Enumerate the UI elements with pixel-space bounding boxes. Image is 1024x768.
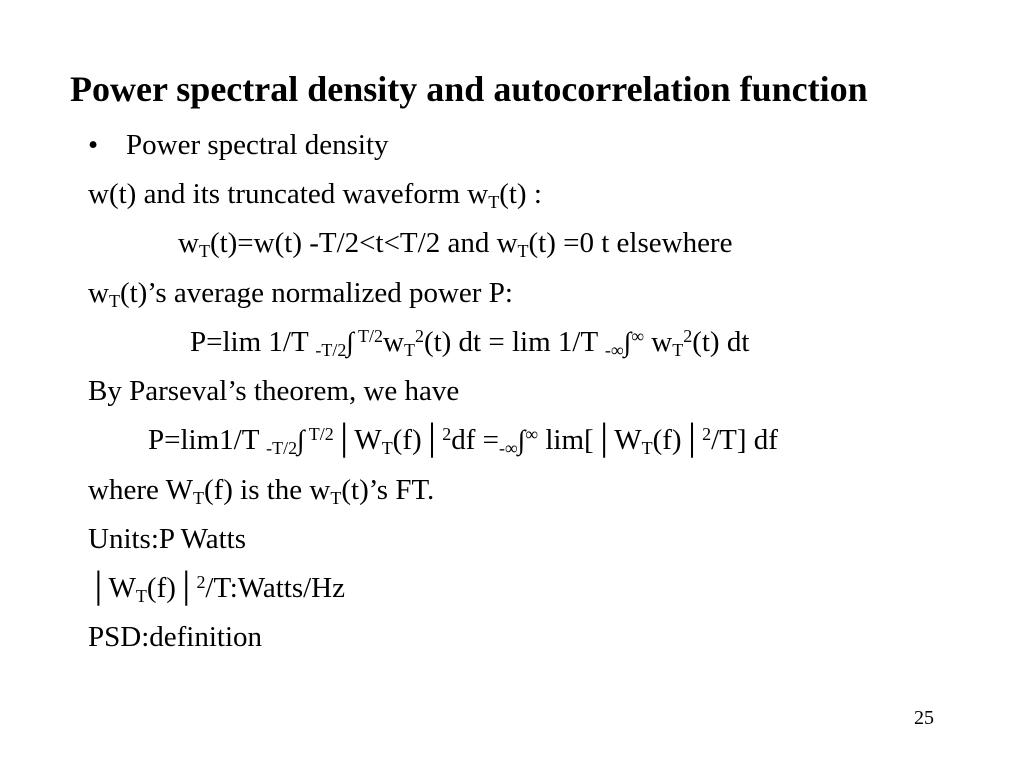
- bullet-item: [88, 129, 389, 162]
- text-line-units-power: Units:P Watts: [88, 523, 246, 555]
- text-line-units-psd: $│W_T(f)│^2/T:Watts/Hz$: [88, 572, 345, 607]
- text-line-average-power: $w_T(t)’s$ average normalized power P:: [88, 277, 513, 312]
- bullet-icon: •: [88, 129, 99, 161]
- integral-symbol: ∫: [623, 326, 632, 357]
- integral-symbol: ∫: [297, 424, 305, 455]
- slide-title: Power spectral density and autocorrelation function: [70, 69, 868, 109]
- bullet-text: Power spectral density: [126, 129, 389, 161]
- equation-truncation-definition: $w_T(t)=w(t)$ -T/2<t<T/2 and $w_T(t) =0$ t elsewhere: [178, 227, 733, 262]
- equation-average-power: P=lim 1/T $_{-T/2}$∫ $^{T/2}w_T^2(t)$ dt = lim 1/T $_{-\infty}$∫∞ $w_T^2(t)$ dt: [190, 326, 750, 361]
- page-number: 25: [914, 707, 934, 729]
- text-line-parseval: By Parseval’s theorem, we have: [88, 375, 460, 407]
- text-line-psd-definition: PSD:definition: [88, 621, 263, 653]
- equation-parseval: P=lim1/T $_{-T/2}$∫ $^{T/2}│W_T(f)│^2df =_{-\infty}\int^\infty$ $\lim[│W_T(f)│^2/T]$ df: [148, 424, 778, 459]
- integral-symbol: ∫: [517, 424, 526, 455]
- text-line-truncated-waveform: w(t) and its truncated waveform $w_T(t)$ :: [88, 178, 542, 213]
- text-line-fourier-transform: where $W_T(f)$ is the $w_T(t)’s$ FT.: [88, 474, 435, 509]
- integral-symbol: ∫: [346, 326, 354, 357]
